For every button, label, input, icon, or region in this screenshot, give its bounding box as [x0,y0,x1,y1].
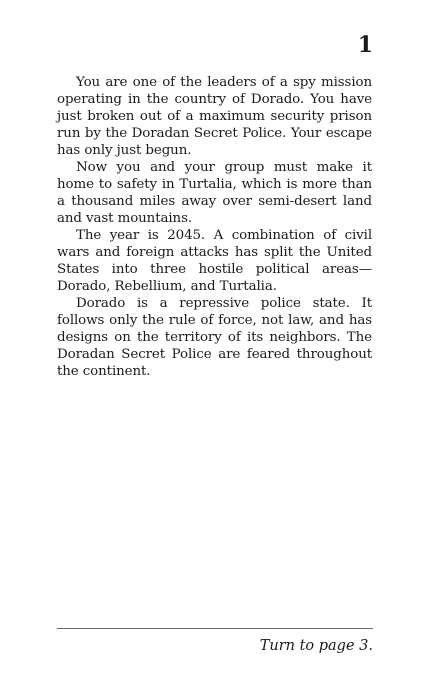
story-paragraph: Now you and your group must make it home to safety in Turtalia, which is more than a thousand miles away over semi-desert land and vast mountains. [57,160,372,226]
story-text [57,74,372,380]
page-number: 1 [357,32,373,58]
turn-to-page-link[interactable]: Turn to page 3. [259,638,373,654]
story-paragraph: You are one of the leaders of a spy mission operating in the country of Dorado. You have just broken out of a maximum security prison run by the Doradan Secret Police. Your escape has only just begun. [57,75,372,158]
story-paragraph: The year is 2045. A combination of civil wars and foreign attacks has split the United States into three hostile political areas—Dorado, Rebellium, and Turtalia. [57,228,372,294]
story-paragraph: Dorado is a repressive police state. It follows only the rule of force, not law, and has designs on the territory of its neighbors. The Doradan Secret Police are feared throughout the continent. [57,296,372,379]
footer-divider [57,628,373,629]
